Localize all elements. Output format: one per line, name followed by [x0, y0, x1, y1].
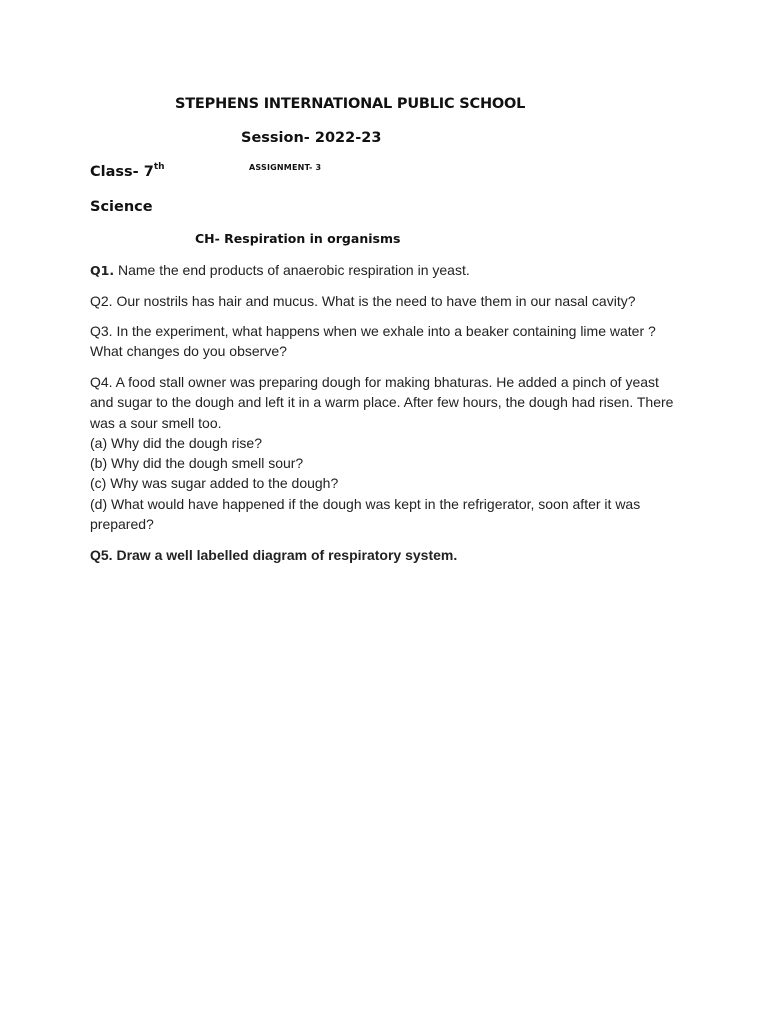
- question-5: Q5. Draw a well labelled diagram of respiratory system.: [90, 547, 458, 563]
- question-4-line: and sugar to the dough and left it in a warm place. After few hours, the dough had risen. There: [90, 394, 674, 411]
- question-2: Q2. Our nostrils has hair and mucus. What is the need to have them in our nasal cavity?: [90, 293, 636, 309]
- question-3: [90, 321, 680, 362]
- assignment-label: ASSIGNMENT- 3: [249, 163, 322, 172]
- class-label: [90, 164, 165, 180]
- class-text: Class- 7: [90, 164, 154, 180]
- class-superscript: th: [153, 162, 165, 172]
- question-1-text: Name the end products of anaerobic respiration in yeast.: [114, 262, 470, 278]
- question-3-line: What changes do you observe?: [90, 343, 287, 360]
- session-label: Session- 2022-23: [241, 130, 382, 146]
- question-4: [90, 372, 680, 534]
- question-4-line: was a sour smell too.: [90, 414, 222, 431]
- question-3-line: Q3. In the experiment, what happens when we exhale into a beaker containing lime water ?: [90, 323, 656, 339]
- question-1: [90, 260, 680, 281]
- question-4-line: Q4. A food stall owner was preparing dough for making bhaturas. He added a pinch of yeast: [90, 374, 659, 390]
- question-4c: (c) Why was sugar added to the dough?: [90, 475, 339, 492]
- question-4a: (a) Why did the dough rise?: [90, 434, 262, 451]
- school-name: STEPHENS INTERNATIONAL PUBLIC SCHOOL: [175, 96, 526, 112]
- question-4b: (b) Why did the dough smell sour?: [90, 455, 304, 472]
- question-4d-cont: prepared?: [90, 516, 154, 533]
- chapter-title: CH- Respiration in organisms: [195, 231, 401, 246]
- question-1-number: Q1.: [90, 263, 115, 278]
- question-4d: (d) What would have happened if the dough was kept in the refrigerator, soon after it was: [90, 495, 641, 512]
- subject-label: Science: [90, 199, 153, 215]
